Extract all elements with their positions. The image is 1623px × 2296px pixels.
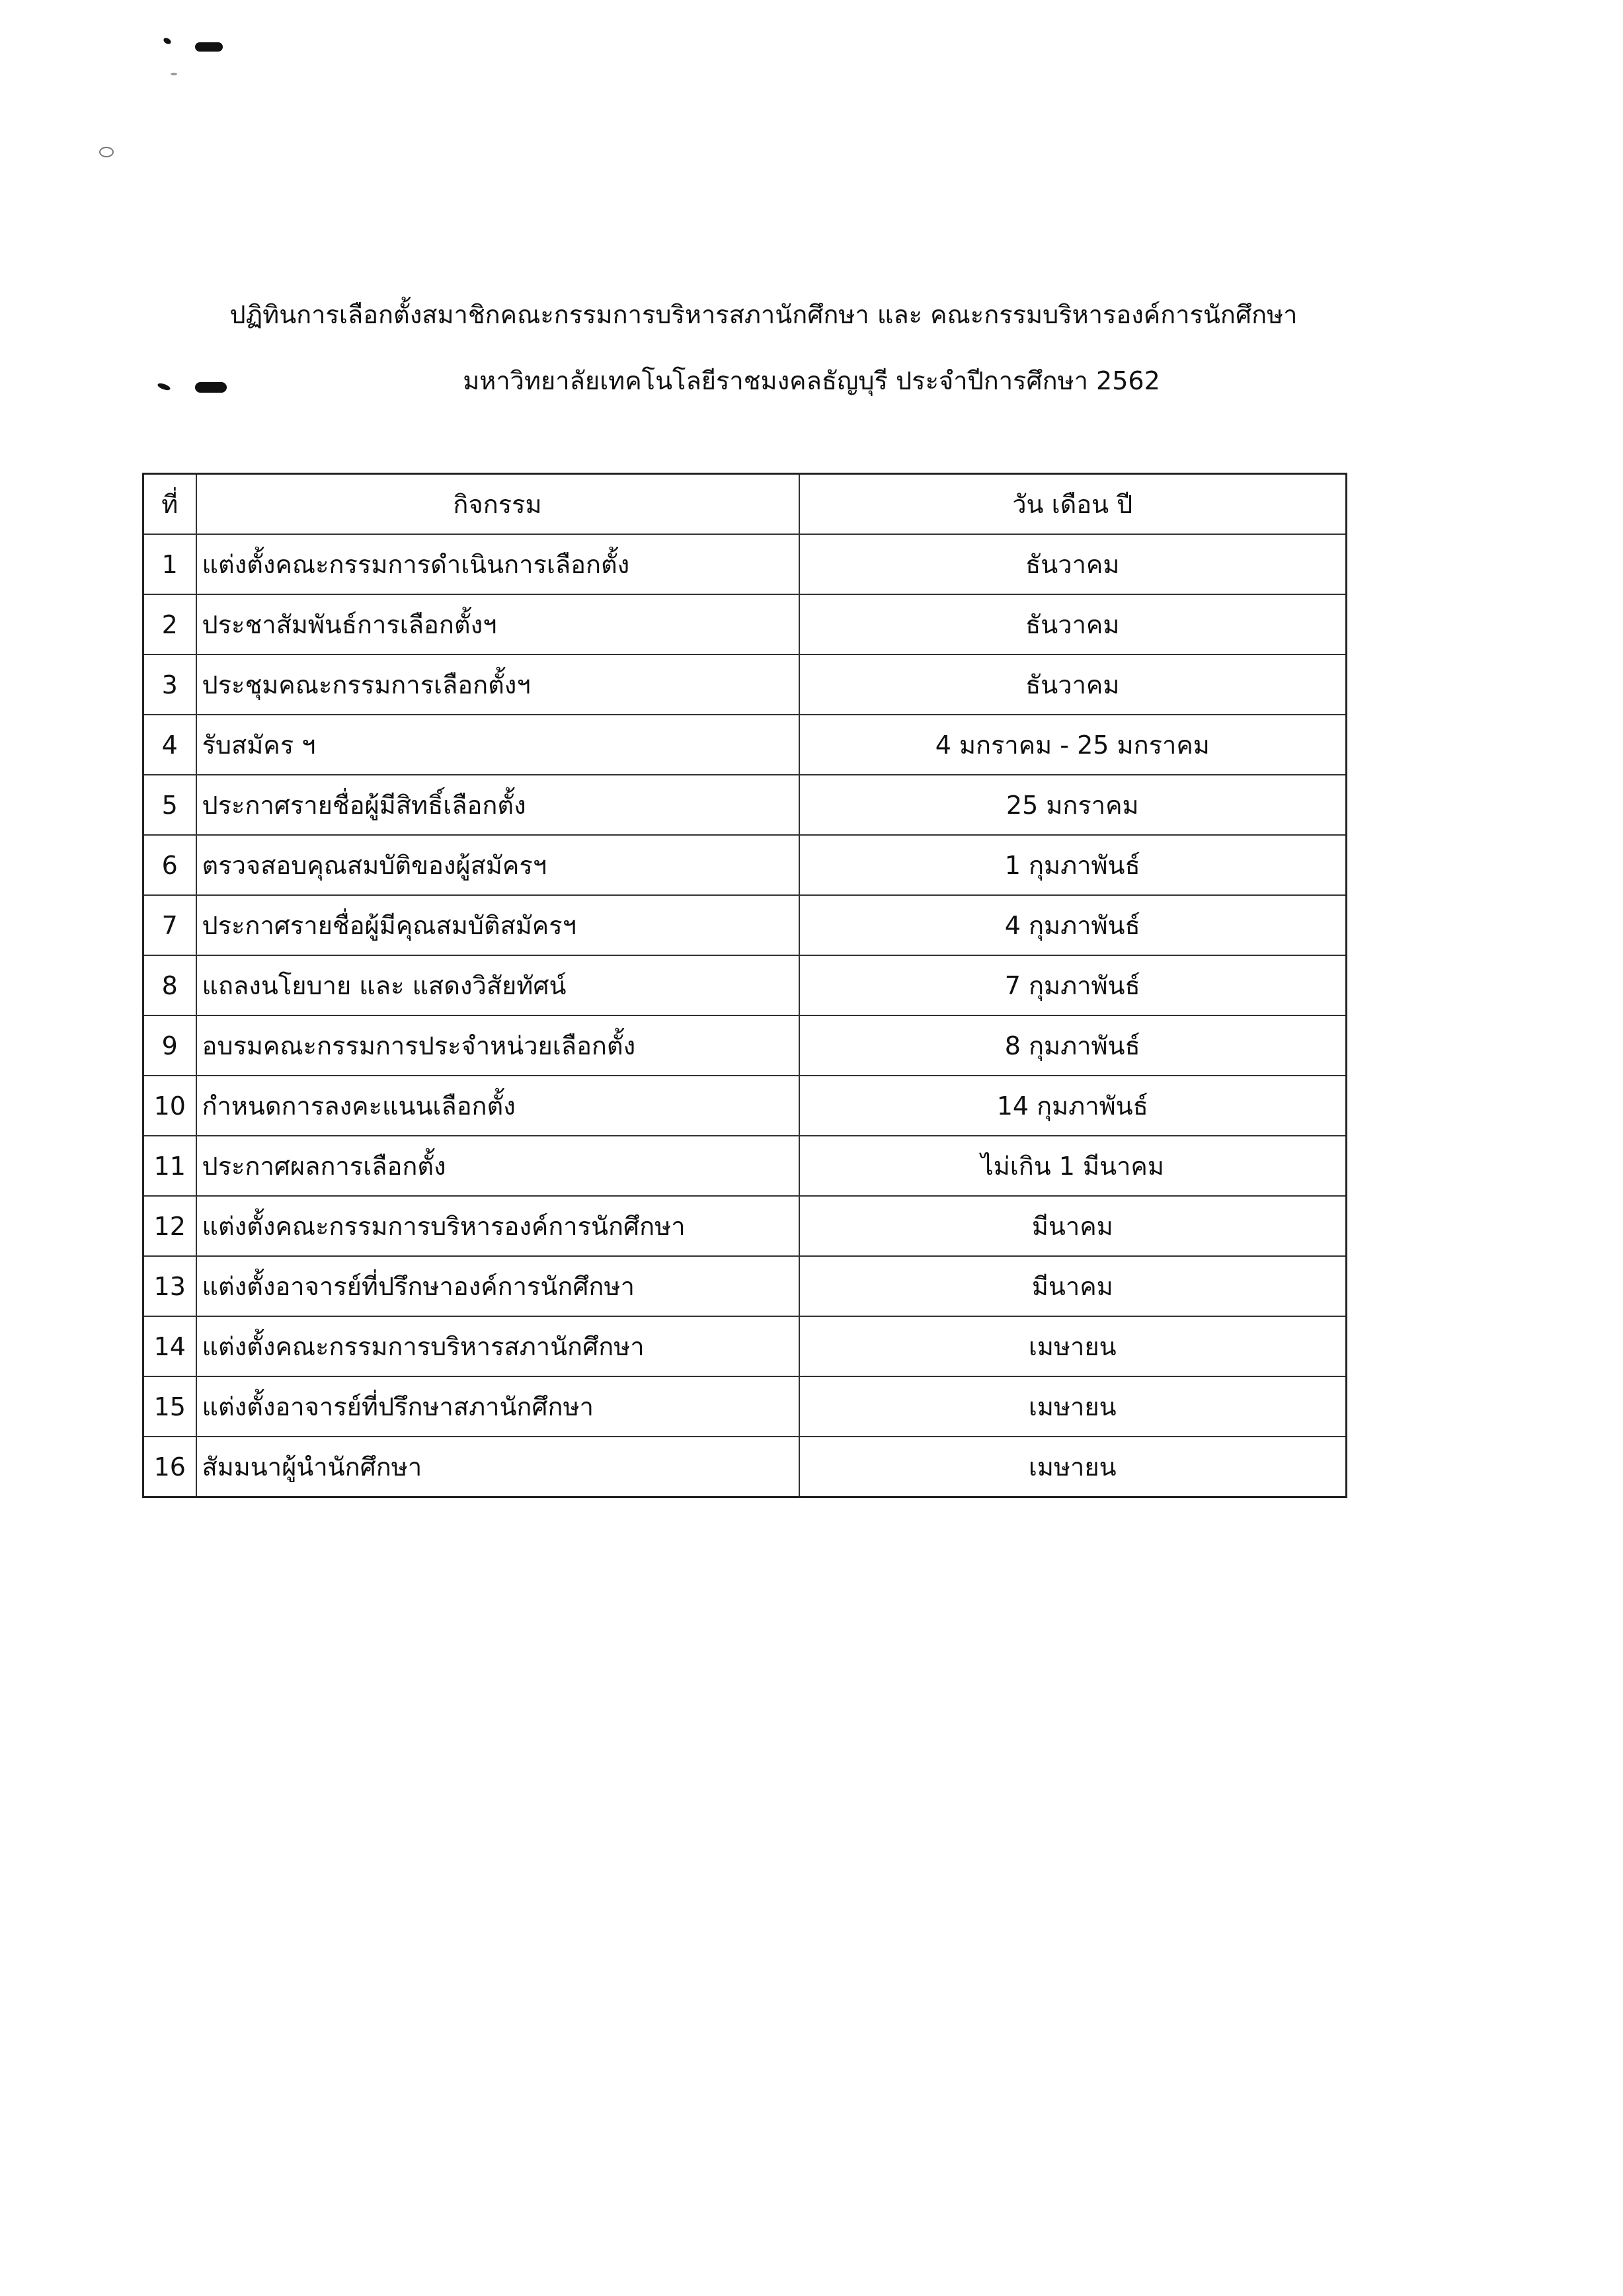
scan-speck xyxy=(163,37,172,46)
table-row xyxy=(143,1136,1347,1196)
row-date: ไม่เกิน 1 มีนาคม xyxy=(799,1136,1347,1196)
row-activity: สัมมนาผู้นำนักศึกษา xyxy=(196,1437,799,1497)
row-date: 7 กุมภาพันธ์ xyxy=(799,955,1347,1015)
row-activity: กำหนดการลงคะแนนเลือกตั้ง xyxy=(196,1076,799,1136)
table-row xyxy=(143,594,1347,654)
scan-speck xyxy=(171,73,177,75)
row-date: ธันวาคม xyxy=(799,594,1347,654)
document-title-line1: ปฏิทินการเลือกตั้งสมาชิกคณะกรรมการบริหารสภานักศึกษา และ คณะกรรมบริหารองค์การนักศึกษา xyxy=(229,300,1298,329)
row-activity: ประกาศรายชื่อผู้มีสิทธิ์เลือกตั้ง xyxy=(196,775,799,835)
header-activity: กิจกรรม xyxy=(196,474,799,535)
scan-speck xyxy=(99,147,114,157)
row-activity: ตรวจสอบคุณสมบัติของผู้สมัครฯ xyxy=(196,835,799,895)
row-number: 11 xyxy=(143,1136,196,1196)
row-activity: ประชาสัมพันธ์การเลือกตั้งฯ xyxy=(196,594,799,654)
table-header-row xyxy=(143,474,1347,535)
row-date: ธันวาคม xyxy=(799,654,1347,715)
table-row xyxy=(143,895,1347,955)
row-activity: ประกาศรายชื่อผู้มีคุณสมบัติสมัครฯ xyxy=(196,895,799,955)
document-title-line2: มหาวิทยาลัยเทคโนโลยีราชมงคลธัญบุรี ประจำปีการศึกษา 2562 xyxy=(463,366,1160,395)
table-body xyxy=(143,534,1347,1497)
table-row xyxy=(143,715,1347,775)
row-date: เมษายน xyxy=(799,1437,1347,1497)
row-date: 25 มกราคม xyxy=(799,775,1347,835)
row-date: ธันวาคม xyxy=(799,534,1347,594)
row-number: 12 xyxy=(143,1196,196,1256)
row-date: 4 กุมภาพันธ์ xyxy=(799,895,1347,955)
table-row xyxy=(143,835,1347,895)
row-number: 4 xyxy=(143,715,196,775)
row-date: 14 กุมภาพันธ์ xyxy=(799,1076,1347,1136)
row-number: 7 xyxy=(143,895,196,955)
table-row xyxy=(143,1316,1347,1376)
header-date: วัน เดือน ปี xyxy=(799,474,1347,535)
row-activity: รับสมัคร ฯ xyxy=(196,715,799,775)
row-date: มีนาคม xyxy=(799,1256,1347,1316)
row-activity: อบรมคณะกรรมการประจำหน่วยเลือกตั้ง xyxy=(196,1015,799,1076)
table-row xyxy=(143,534,1347,594)
row-activity: แถลงนโยบาย และ แสดงวิสัยทัศน์ xyxy=(196,955,799,1015)
row-activity: ประชุมคณะกรรมการเลือกตั้งฯ xyxy=(196,654,799,715)
row-number: 13 xyxy=(143,1256,196,1316)
row-number: 14 xyxy=(143,1316,196,1376)
row-date: เมษายน xyxy=(799,1316,1347,1376)
row-number: 9 xyxy=(143,1015,196,1076)
row-number: 2 xyxy=(143,594,196,654)
row-activity: แต่งตั้งคณะกรรมการดำเนินการเลือกตั้ง xyxy=(196,534,799,594)
row-date: 4 มกราคม - 25 มกราคม xyxy=(799,715,1347,775)
row-activity: แต่งตั้งอาจารย์ที่ปรึกษาสภานักศึกษา xyxy=(196,1376,799,1437)
row-number: 10 xyxy=(143,1076,196,1136)
row-date: เมษายน xyxy=(799,1376,1347,1437)
schedule-table xyxy=(142,473,1347,1498)
row-activity: แต่งตั้งคณะกรรมการบริหารสภานักศึกษา xyxy=(196,1316,799,1376)
row-date: 8 กุมภาพันธ์ xyxy=(799,1015,1347,1076)
table-row xyxy=(143,775,1347,835)
row-date: มีนาคม xyxy=(799,1196,1347,1256)
table-row xyxy=(143,1076,1347,1136)
table-row xyxy=(143,1256,1347,1316)
table-row xyxy=(143,955,1347,1015)
row-number: 15 xyxy=(143,1376,196,1437)
row-number: 6 xyxy=(143,835,196,895)
row-activity: แต่งตั้งคณะกรรมการบริหารองค์การนักศึกษา xyxy=(196,1196,799,1256)
row-number: 3 xyxy=(143,654,196,715)
table-row xyxy=(143,1376,1347,1437)
row-date: 1 กุมภาพันธ์ xyxy=(799,835,1347,895)
header-no: ที่ xyxy=(143,474,196,535)
table-row xyxy=(143,1196,1347,1256)
row-number: 5 xyxy=(143,775,196,835)
table-row xyxy=(143,654,1347,715)
table-row xyxy=(143,1437,1347,1497)
row-number: 1 xyxy=(143,534,196,594)
row-activity: แต่งตั้งอาจารย์ที่ปรึกษาองค์การนักศึกษา xyxy=(196,1256,799,1316)
row-activity: ประกาศผลการเลือกตั้ง xyxy=(196,1136,799,1196)
scan-speck xyxy=(195,42,223,52)
row-number: 8 xyxy=(143,955,196,1015)
row-number: 16 xyxy=(143,1437,196,1497)
table-row xyxy=(143,1015,1347,1076)
